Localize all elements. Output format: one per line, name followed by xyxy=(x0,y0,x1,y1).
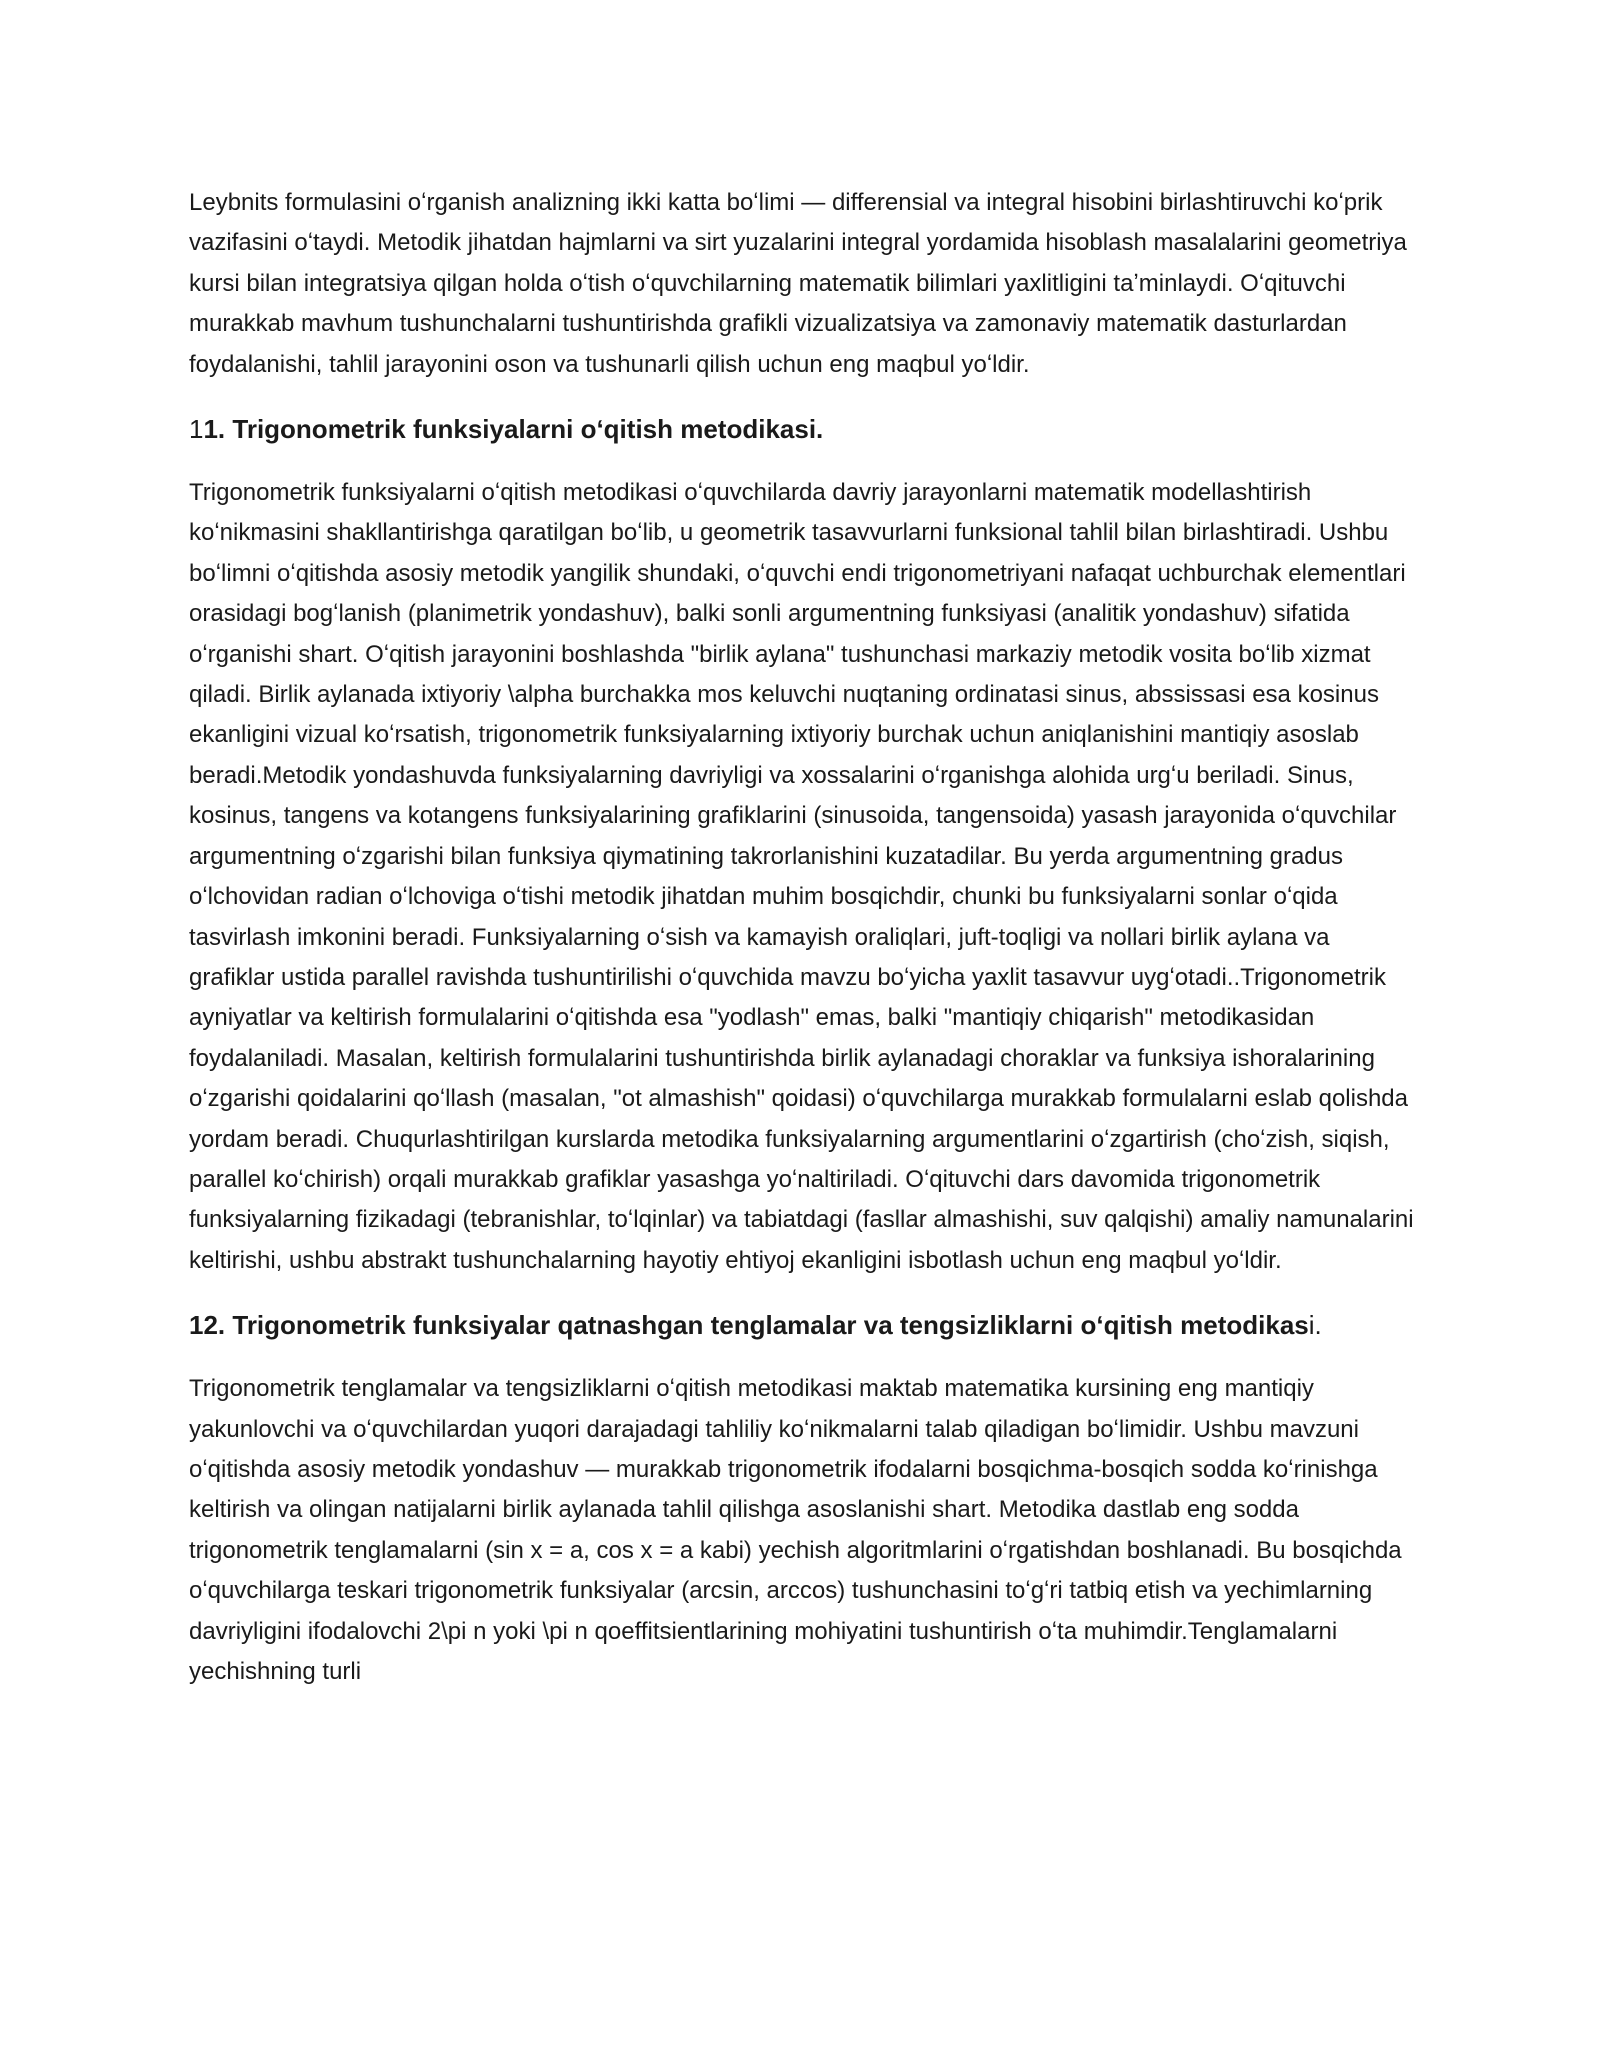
document-page xyxy=(189,183,1419,1692)
section-11-heading-text: 1. Trigonometrik funksiyalarni oʻqitish metodikasi. xyxy=(203,414,824,445)
spacer xyxy=(189,1281,1419,1305)
section-12-paragraph: Trigonometrik tenglamalar va tengsizliklarni oʻqitish metodikasi maktab matematika kursining eng mantiqiy yakunlovchi va oʻquvchilardan yuqori darajadagi tahliliy koʻnikmalarni talab qiladigan boʻlimidir. Ushbu mavzuni oʻqitishda asosiy metodik yondashuv — murakkab trigonometrik ifodalarni bosqichma-bosqich sodda koʻrinishga keltirish va olingan natijalarni birlik aylanada tahlil qilishga asoslanishi shart. Metodika dastlab eng sodda trigonometrik tenglamalarni (sin x = a, cos x = a kabi) yechish algoritmlarini oʻrgatishdan boshlanadi. Bu bosqichda oʻquvchilarga teskari trigonometrik funksiyalar (arcsin, arccos) tushunchasini toʻgʻri tatbiq etish va yechimlarning davriyligini ifodalovchi 2\pi n yoki \pi n qoeffitsientlarining mohiyatini tushuntirish oʻta muhimdir.Tenglamalarni yechishning turli xyxy=(189,1375,1402,1685)
intro-paragraph: Leybnits formulasini oʻrganish analizning ikki katta boʻlimi — differensial va integral hisobini birlashtiruvchi koʻprik vazifasini oʻtaydi. Metodik jihatdan hajmlarni va sirt yuzalarini integral yordamida hisoblash masalalarini geometriya kursi bilan integratsiya qilgan holda oʻtish oʻquvchilarning matematik bilimlari yaxlitligini taʼminlaydi. Oʻqituvchi murakkab mavhum tushunchalarni tushuntirishda grafikli vizualizatsiya va zamonaviy matematik dasturlardan foydalanishi, tahlil jarayonini oson va tushunarli qilish uchun eng maqbul yoʻldir. xyxy=(189,189,1407,378)
section-12-heading-tail: i. xyxy=(1308,1310,1322,1341)
spacer xyxy=(189,449,1419,473)
section-12-heading-text: 12. Trigonometrik funksiyalar qatnashgan tenglamalar va tengsizliklarni oʻqitish metodikas xyxy=(189,1310,1309,1341)
section-11-heading xyxy=(189,409,1419,449)
spacer xyxy=(189,1345,1419,1369)
section-11-paragraph: Trigonometrik funksiyalarni oʻqitish metodikasi oʻquvchilarda davriy jarayonlarni matematik modellashtirish koʻnikmasini shakllantirishga qaratilgan boʻlib, u geometrik tasavvurlarni funksional tahlil bilan birlashtiradi. Ushbu boʻlimni oʻqitishda asosiy metodik yangilik shundaki, oʻquvchi endi trigonometriyani nafaqat uchburchak elementlari orasidagi bogʻlanish (planimetrik yondashuv), balki sonli argumentning funksiyasi (analitik yondashuv) sifatida oʻrganishi shart. Oʻqitish jarayonini boshlashda "birlik aylana" tushunchasi markaziy metodik vosita boʻlib xizmat qiladi. Birlik aylanada ixtiyoriy \alpha burchakka mos keluvchi nuqtaning ordinatasi sinus, abssissasi esa kosinus ekanligini vizual koʻrsatish, trigonometrik funksiyalarning ixtiyoriy burchak uchun aniqlanishini mantiqiy asoslab beradi.Metodik yondashuvda funksiyalarning davriyligi va xossalarini oʻrganishga alohida urgʻu beriladi. Sinus, kosinus, tangens va kotangens funksiyalarining grafiklarini (sinusoida, tangensoida) yasash jarayonida oʻquvchilar argumentning oʻzgarishi bilan funksiya qiymatining takrorlanishini kuzatadilar. Bu yerda argumentning gradus oʻlchovidan radian oʻlchoviga oʻtishi metodik jihatdan muhim bosqichdir, chunki bu funksiyalarni sonlar oʻqida tasvirlash imkonini beradi. Funksiyalarning oʻsish va kamayish oraliqlari, juft-toqligi va nollari birlik aylana va grafiklar ustida parallel ravishda tushuntirilishi oʻquvchida mavzu boʻyicha yaxlit tasavvur uygʻotadi..Trigonometrik ayniyatlar va keltirish formulalarini oʻqitishda esa "yodlash" emas, balki "mantiqiy chiqarish" metodikasidan foydalaniladi. Masalan, keltirish formulalarini tushuntirishda birlik aylanadagi choraklar va funksiya ishoralarining oʻzgarishi qoidalarini qoʻllash (masalan, "ot almashish" qoidasi) oʻquvchilarga murakkab formulalarni eslab qolishda yordam beradi. Chuqurlashtirilgan kurslarda metodika funksiyalarning argumentlarini oʻzgartirish (choʻzish, siqish, parallel koʻchirish) orqali murakkab grafiklar yasashga yoʻnaltiriladi. Oʻqituvchi dars davomida trigonometrik funksiyalarning fizikadagi (tebranishlar, toʻlqinlar) va tabiatdagi (fasllar almashishi, suv qalqishi) amaliy namunalarini keltirishi, ushbu abstrakt tushunchalarning hayotiy ehtiyoj ekanligini isbotlash uchun eng maqbul yoʻldir. xyxy=(189,479,1414,1274)
section-11-heading-lead: 1 xyxy=(189,414,204,445)
section-12-heading xyxy=(189,1305,1419,1345)
spacer xyxy=(189,385,1419,409)
